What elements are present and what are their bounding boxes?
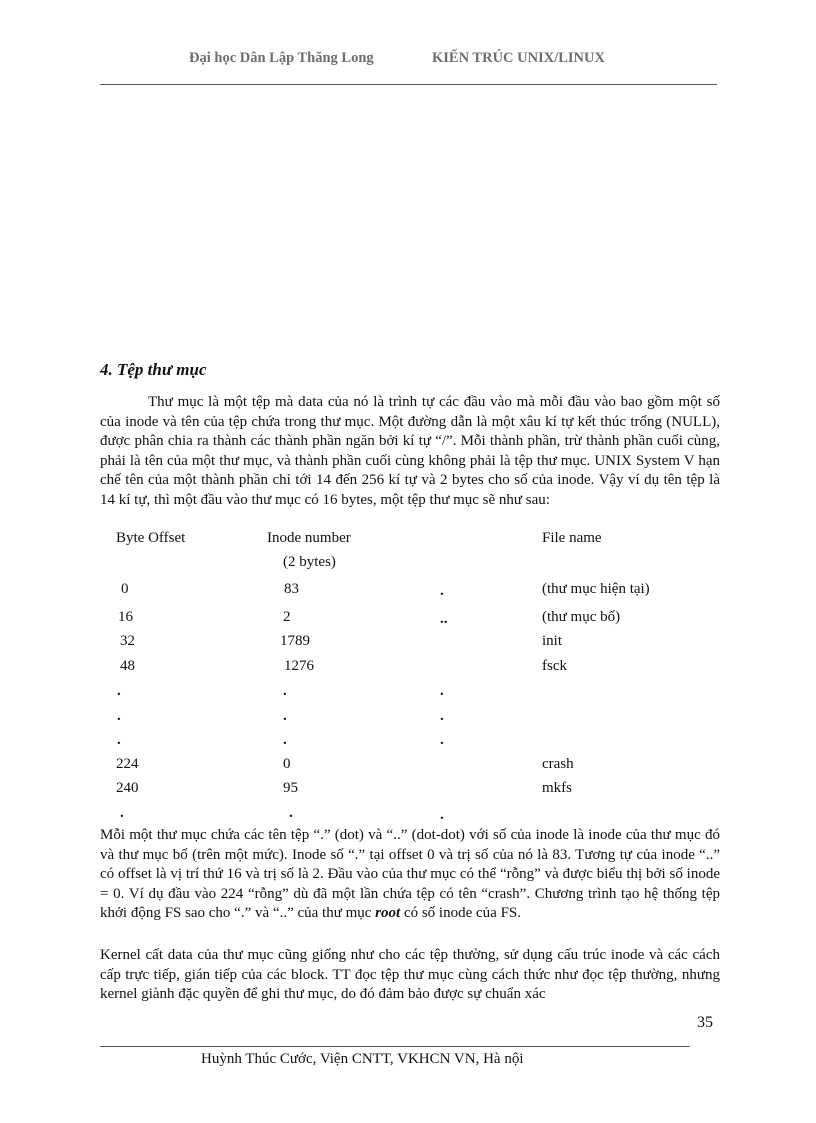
- row-inode: .: [283, 732, 287, 748]
- row-inode: 83: [284, 581, 299, 597]
- row-offset: 16: [118, 609, 133, 625]
- row-offset: .: [117, 708, 121, 724]
- page-header: [0, 50, 816, 70]
- row-offset: 0: [121, 581, 129, 597]
- row-offset: .: [117, 732, 121, 748]
- column-header-inode: Inode number: [267, 530, 351, 546]
- header-course: KIẾN TRÚC UNIX/LINUX: [432, 50, 605, 66]
- row-offset: .: [120, 805, 124, 821]
- row-inode: 2: [283, 609, 291, 625]
- row-inode: 0: [283, 756, 291, 772]
- page-footer: Huỳnh Thúc Cước, Viện CNTT, VKHCN VN, Hà nội: [201, 1051, 524, 1067]
- paragraph-dot-entries-text: Mỗi một thư mục chứa các tên tệp “.” (dot) và “..” (dot-dot) với số của inode là inode của thư mục đó và thư mục bố (trên một mức). Inode số “.” tại offset 0 và trị số của nó là 83. Tương tự của inode “..” có offset là vị trí thứ 16 và trị số là 2. Đầu vào của thư mục có thể “rỗng” và được biểu thị bởi số inode = 0. Ví dụ đầu vào 224 “rỗng” dù đã một lần chứa tệp có tên “crash”. Chương trình tạo hệ thống tệp khởi động FS sao cho “.” và “..” của thư mục: [100, 827, 720, 921]
- row-mark: .: [440, 708, 444, 724]
- row-name: mkfs: [542, 780, 572, 796]
- paragraph-intro: Thư mục là một tệp mà data của nó là trình tự các đầu vào mà mỗi đầu vào bao gồm một số của inode và tên của tệp chứa trong thư mục. Một đường dẫn là một xâu kí tự kết thúc trống (NULL), được phân chia ra thành các thành phần ngăn bởi kí tự “/”. Mỗi thành phần, trừ thành phần cuối cùng, phải là tên của một thư mục, và thành phần cuối cùng không phải là tệp thư mục. UNIX System V hạn chế tên của một thành phần chỉ tới 14 đến 256 kí tự và 2 bytes cho số của inode. Vậy ví dụ tên tệp là 14 kí tự, thì một đầu vào thư mục có 16 bytes, một tệp thư mục sẽ như sau:: [100, 394, 720, 508]
- paragraph-dot-entries-end: có số inode của FS.: [403, 905, 522, 921]
- row-inode: 1789: [280, 633, 310, 649]
- row-offset: 240: [116, 780, 139, 796]
- row-mark: .: [440, 683, 444, 699]
- row-offset: 48: [120, 658, 135, 674]
- row-name: fsck: [542, 658, 567, 674]
- column-header-name: File name: [542, 530, 602, 546]
- row-inode: 1276: [284, 658, 314, 674]
- row-mark: .: [440, 807, 444, 823]
- row-name: init: [542, 633, 563, 649]
- row-mark: ..: [440, 611, 448, 627]
- page-number: 35: [697, 1014, 713, 1031]
- row-name: (thư mục hiện tại): [542, 581, 650, 597]
- row-offset: 32: [120, 633, 135, 649]
- row-mark: .: [440, 583, 444, 599]
- paragraph-kernel: Kernel cất data của thư mục cũng giống như cho các tệp thường, sử dụng cấu trúc inode và các cách cấp trực tiếp, gián tiếp của các block. TT đọc tệp thư mục cùng cách thức như đọc tệp thường, nhưng kernel giành đặc quyền để ghi thư mục, do đó đảm bảo được sự chuẩn xác: [100, 947, 720, 1002]
- paragraph-dot-entries: [100, 826, 720, 924]
- row-inode: 95: [283, 780, 298, 796]
- row-inode: .: [289, 805, 293, 821]
- row-inode: .: [283, 708, 287, 724]
- row-name: crash: [542, 756, 574, 772]
- column-header-offset: Byte Offset: [116, 530, 186, 546]
- header-university: Đại học Dân Lập Thăng Long: [189, 50, 374, 66]
- footer-rule: [100, 1046, 690, 1047]
- header-rule: [100, 84, 717, 85]
- section-title: 4. Tệp thư mục: [100, 360, 207, 379]
- row-name: (thư mục bố): [542, 609, 621, 625]
- row-mark: .: [440, 732, 444, 748]
- row-inode: .: [283, 683, 287, 699]
- column-header-inode-sub: (2 bytes): [283, 554, 336, 570]
- root-keyword: root: [375, 905, 401, 921]
- row-offset: .: [117, 683, 121, 699]
- row-offset: 224: [116, 756, 139, 772]
